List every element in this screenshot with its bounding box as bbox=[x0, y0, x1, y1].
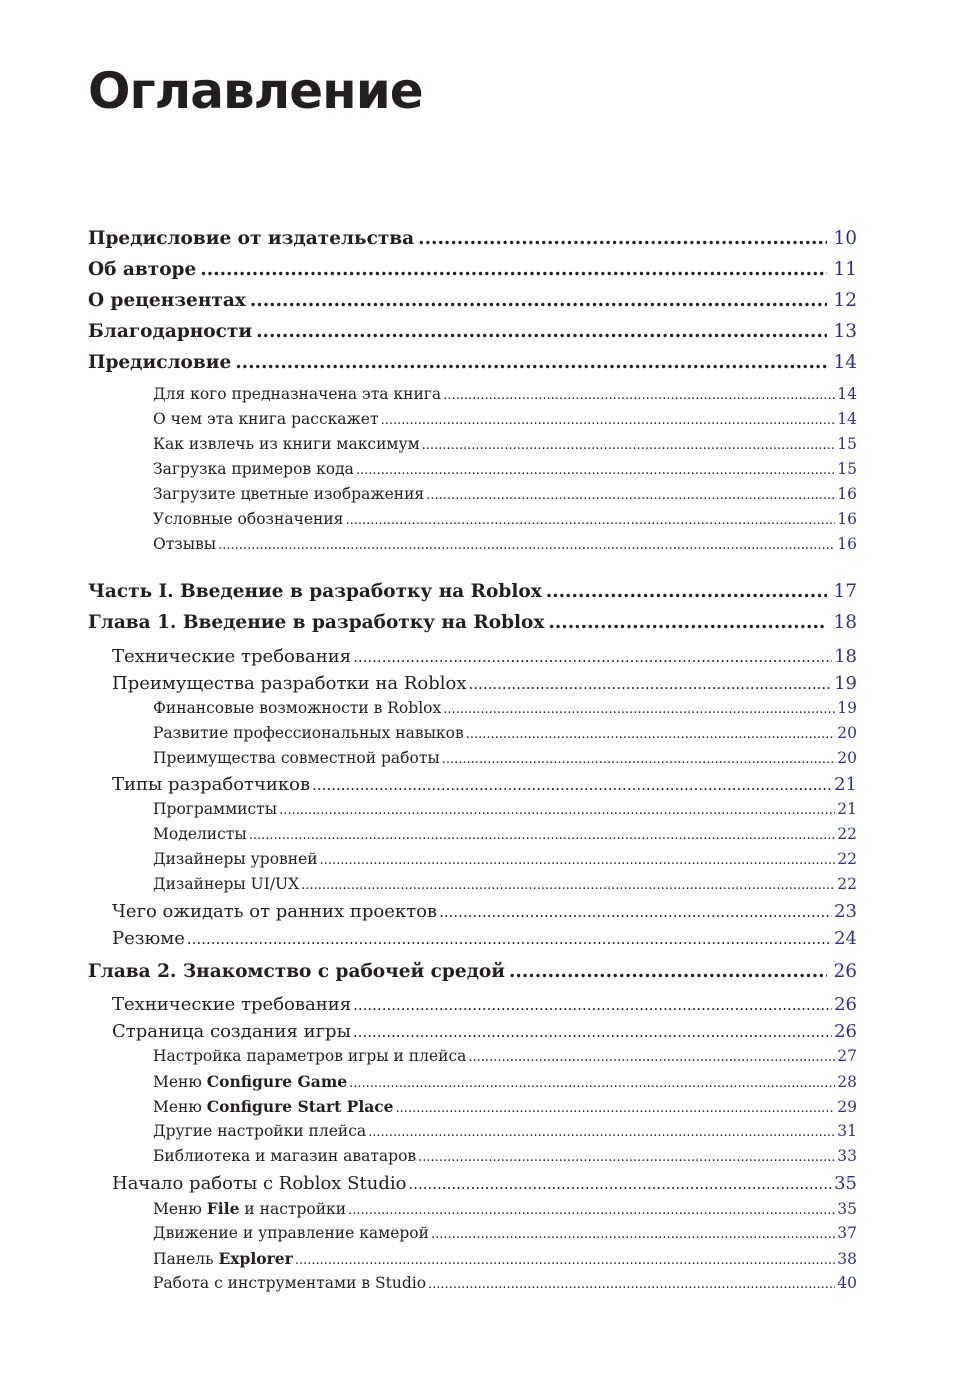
leader-dots bbox=[348, 1203, 835, 1218]
toc-entry[interactable] bbox=[153, 749, 857, 767]
leader-dots bbox=[187, 930, 832, 948]
toc-entry-page: 20 bbox=[837, 724, 857, 742]
toc-entry[interactable] bbox=[112, 928, 857, 949]
leader-dots bbox=[295, 1253, 835, 1268]
toc-entry-keyword: Configure Game bbox=[206, 1072, 348, 1091]
leader-dots bbox=[548, 612, 827, 633]
leader-dots bbox=[546, 581, 828, 602]
toc-entry-page: 14 bbox=[837, 385, 857, 403]
toc-entry-label: Технические требования bbox=[112, 994, 352, 1015]
toc-entry-page: 21 bbox=[837, 800, 857, 818]
toc-entry-label: Технические требования bbox=[112, 646, 352, 667]
toc-entry[interactable] bbox=[153, 850, 857, 868]
toc-entry-page: 11 bbox=[833, 259, 857, 280]
toc-entry[interactable] bbox=[153, 535, 857, 553]
leader-dots bbox=[408, 1175, 832, 1193]
leader-dots bbox=[353, 648, 832, 666]
toc-entry-label: Предисловие bbox=[88, 352, 232, 373]
toc-entry-label bbox=[153, 1097, 394, 1116]
leader-dots bbox=[256, 321, 827, 342]
toc-entry[interactable] bbox=[112, 774, 857, 795]
toc-entry-prefix: Меню bbox=[153, 1098, 207, 1116]
leader-dots bbox=[301, 878, 835, 893]
toc-entry-label: Развитие профессиональных навыков bbox=[153, 724, 464, 742]
toc-entry-label: Другие настройки плейса bbox=[153, 1122, 367, 1140]
toc-entry-page: 15 bbox=[837, 460, 857, 478]
toc-entry-page: 13 bbox=[833, 321, 857, 342]
toc-entry[interactable] bbox=[112, 646, 857, 667]
toc-entry-page: 35 bbox=[834, 1173, 857, 1194]
toc-entry-label: Страница создания игры bbox=[112, 1021, 351, 1042]
toc-entry-label: Загрузка примеров кода bbox=[153, 460, 354, 478]
toc-entry-page: 22 bbox=[837, 850, 857, 868]
toc-entry-page: 20 bbox=[837, 749, 857, 767]
leader-dots bbox=[439, 903, 832, 921]
toc-entry[interactable] bbox=[153, 1147, 857, 1165]
toc-entry-page: 16 bbox=[837, 510, 857, 528]
toc-entry-page: 23 bbox=[834, 901, 857, 922]
toc-entry-label: Глава 1. Введение в разработку на Roblox bbox=[88, 612, 545, 633]
leader-dots bbox=[320, 853, 836, 868]
toc-entry[interactable] bbox=[153, 800, 857, 818]
toc-entry[interactable] bbox=[153, 460, 857, 478]
toc-entry-page: 14 bbox=[833, 352, 857, 373]
toc-entry-page: 12 bbox=[833, 290, 857, 311]
toc-entry-page: 15 bbox=[837, 435, 857, 453]
toc-entry-keyword: File bbox=[206, 1199, 240, 1218]
toc-entry[interactable] bbox=[153, 825, 857, 843]
toc-entry-page: 16 bbox=[837, 535, 857, 553]
toc-entry-label: Загрузите цветные изображения bbox=[153, 485, 425, 503]
toc-entry-prefix: Меню bbox=[153, 1073, 207, 1091]
toc-entry-label: О рецензентах bbox=[88, 290, 246, 311]
toc-entry[interactable] bbox=[153, 724, 857, 742]
toc-entry[interactable] bbox=[153, 1249, 857, 1268]
toc-entry-label: Для кого предназначена эта книга bbox=[153, 385, 442, 403]
toc-entry-page: 26 bbox=[834, 994, 857, 1015]
toc-entry-label: Движение и управление камерой bbox=[153, 1224, 429, 1242]
toc-entry-label: Библиотека и магазин аватаров bbox=[153, 1147, 417, 1165]
toc-entry-page: 26 bbox=[833, 961, 857, 982]
toc-entry-label: Как извлечь из книги максимум bbox=[153, 435, 420, 453]
toc-entry-page: 18 bbox=[834, 646, 857, 667]
toc-entry[interactable] bbox=[153, 435, 857, 453]
toc-entry-label: Программисты bbox=[153, 800, 278, 818]
toc-entry-page: 14 bbox=[837, 410, 857, 428]
toc-entry-page: 22 bbox=[837, 825, 857, 843]
leader-dots bbox=[431, 1227, 835, 1242]
toc-entry-label: Часть I. Введение в разработку на Roblox bbox=[88, 581, 542, 602]
toc-entry[interactable] bbox=[153, 1122, 857, 1140]
toc-entry-page: 29 bbox=[837, 1098, 857, 1116]
toc-entry-label: Преимущества совместной работы bbox=[153, 749, 440, 767]
leader-dots bbox=[349, 1076, 835, 1091]
toc-entry[interactable] bbox=[153, 699, 857, 717]
toc-entry-label: Глава 2. Знакомство с рабочей средой bbox=[88, 961, 505, 982]
page-title: Оглавление bbox=[88, 62, 423, 120]
leader-dots bbox=[418, 228, 827, 249]
leader-dots bbox=[422, 438, 836, 453]
leader-dots bbox=[468, 1050, 835, 1065]
toc-entry-page: 27 bbox=[837, 1047, 857, 1065]
toc-entry-label: Предисловие от издательства bbox=[88, 228, 415, 249]
toc-entry-label: Дизайнеры UI/UX bbox=[153, 875, 300, 893]
leader-dots bbox=[368, 1125, 835, 1140]
toc-entry-label: Моделисты bbox=[153, 825, 247, 843]
toc-entry-label: Благодарности bbox=[88, 321, 253, 342]
leader-dots bbox=[381, 413, 836, 428]
toc-entry[interactable] bbox=[153, 1072, 857, 1091]
toc-entry[interactable] bbox=[153, 410, 857, 428]
toc-entry-page: 17 bbox=[833, 581, 857, 602]
toc-entry[interactable] bbox=[153, 1274, 857, 1292]
toc-entry-page: 40 bbox=[837, 1274, 857, 1292]
toc-entry-page: 28 bbox=[837, 1073, 857, 1091]
leader-dots bbox=[312, 776, 832, 794]
toc-entry-label bbox=[153, 1072, 347, 1091]
toc-entry[interactable] bbox=[112, 1173, 857, 1194]
toc-entry[interactable] bbox=[88, 290, 857, 311]
toc-entry-page: 31 bbox=[837, 1122, 857, 1140]
leader-dots bbox=[218, 538, 835, 553]
toc-entry[interactable] bbox=[88, 612, 857, 633]
toc-entry-keyword: Explorer bbox=[218, 1249, 293, 1268]
toc-entry[interactable] bbox=[153, 1199, 857, 1218]
toc-entry-page: 38 bbox=[837, 1250, 857, 1268]
toc-entry[interactable] bbox=[88, 321, 857, 342]
leader-dots bbox=[396, 1101, 836, 1116]
toc-entry-label: О чем эта книга расскажет bbox=[153, 410, 379, 428]
leader-dots bbox=[353, 1023, 832, 1041]
toc-entry-label: Чего ожидать от ранних проектов bbox=[112, 901, 438, 922]
toc-entry[interactable] bbox=[88, 352, 857, 373]
toc-entry[interactable] bbox=[112, 901, 857, 922]
toc-entry-label: Об авторе bbox=[88, 259, 197, 280]
leader-dots bbox=[356, 463, 835, 478]
toc-entry-label: Преимущества разработки на Roblox bbox=[112, 673, 467, 694]
toc-entry-prefix: Меню bbox=[153, 1200, 207, 1218]
toc-entry-label: Отзывы bbox=[153, 535, 217, 553]
toc-entry[interactable] bbox=[88, 581, 857, 602]
toc-entry-label bbox=[153, 1249, 293, 1268]
toc-entry-label: Настройка параметров игры и плейса bbox=[153, 1047, 467, 1065]
toc-entry-label bbox=[153, 1199, 346, 1218]
toc-entry[interactable] bbox=[112, 1021, 857, 1042]
toc-entry-prefix: Панель bbox=[153, 1250, 219, 1268]
toc-entry-page: 26 bbox=[834, 1021, 857, 1042]
toc-entry-page: 19 bbox=[834, 673, 857, 694]
toc-entry-label: Дизайнеры уровней bbox=[153, 850, 318, 868]
toc-entry-page: 10 bbox=[833, 228, 857, 249]
toc-entry[interactable] bbox=[112, 673, 857, 694]
toc-entry[interactable] bbox=[153, 510, 857, 528]
leader-dots bbox=[345, 513, 835, 528]
leader-dots bbox=[418, 1150, 835, 1165]
toc-entry-label: Резюме bbox=[112, 928, 185, 949]
toc-entry-label: Финансовые возможности в Roblox bbox=[153, 699, 442, 717]
leader-dots bbox=[443, 702, 835, 717]
toc-entry-label: Работа с инструментами в Studio bbox=[153, 1274, 427, 1292]
toc-entry-page: 35 bbox=[837, 1200, 857, 1218]
toc-entry[interactable] bbox=[153, 385, 857, 403]
leader-dots bbox=[200, 259, 827, 280]
leader-dots bbox=[443, 388, 835, 403]
leader-dots bbox=[469, 675, 833, 693]
leader-dots bbox=[250, 290, 828, 311]
toc-entry-label: Типы разработчиков bbox=[112, 774, 311, 795]
leader-dots bbox=[428, 1277, 835, 1292]
toc-entry[interactable] bbox=[153, 1097, 857, 1116]
toc-entry[interactable] bbox=[153, 1224, 857, 1242]
toc-entry-page: 18 bbox=[833, 612, 857, 633]
toc-entry-page: 19 bbox=[837, 699, 857, 717]
leader-dots bbox=[466, 727, 836, 742]
leader-dots bbox=[442, 752, 836, 767]
toc-entry-page: 22 bbox=[837, 875, 857, 893]
toc-entry-label: Условные обозначения bbox=[153, 510, 344, 528]
toc-entry[interactable] bbox=[153, 485, 857, 503]
toc-entry[interactable] bbox=[88, 228, 857, 249]
toc-entry-label: Начало работы с Roblox Studio bbox=[112, 1173, 407, 1194]
leader-dots bbox=[235, 352, 827, 373]
leader-dots bbox=[353, 996, 832, 1014]
toc-entry[interactable] bbox=[112, 994, 857, 1015]
toc-entry[interactable] bbox=[88, 961, 857, 982]
toc-entry-page: 21 bbox=[834, 774, 857, 795]
toc-entry[interactable] bbox=[88, 259, 857, 280]
toc-entry[interactable] bbox=[153, 1047, 857, 1065]
leader-dots bbox=[249, 828, 836, 843]
toc-entry-page: 16 bbox=[837, 485, 857, 503]
toc-entry-suffix: и настройки bbox=[239, 1200, 347, 1218]
leader-dots bbox=[426, 488, 835, 503]
leader-dots bbox=[509, 961, 827, 982]
toc-entry-page: 33 bbox=[837, 1147, 857, 1165]
toc-entry-keyword: Configure Start Place bbox=[206, 1097, 394, 1116]
toc-entry-page: 37 bbox=[837, 1224, 857, 1242]
toc-entry-page: 24 bbox=[834, 928, 857, 949]
leader-dots bbox=[279, 803, 835, 818]
toc-entry[interactable] bbox=[153, 875, 857, 893]
